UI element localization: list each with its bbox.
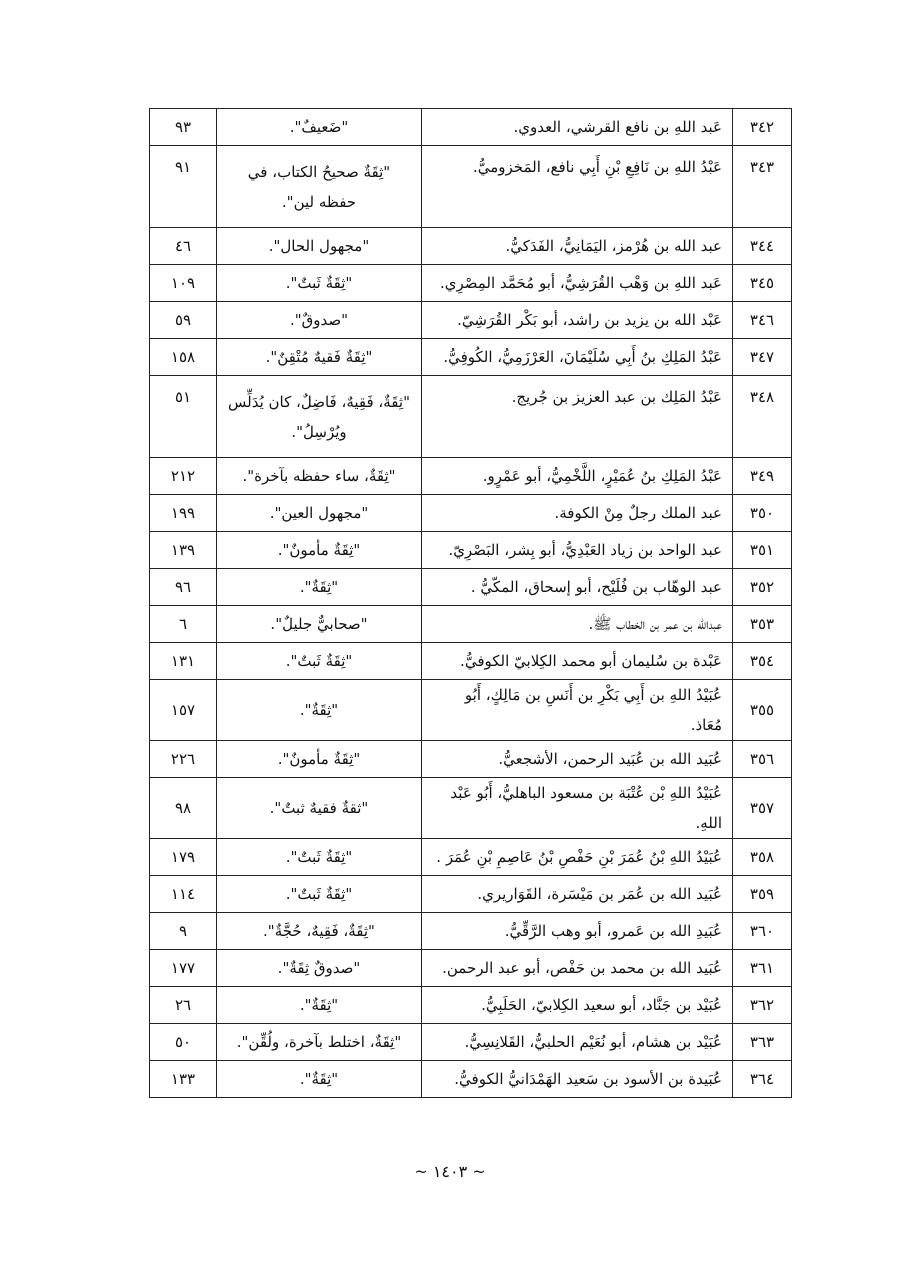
narrator-name: عبد الملك رجلٌ مِنْ الكوفة. [422, 495, 733, 532]
narrator-grade: "ثِقَةٌ". [217, 680, 422, 741]
page-reference: ١٣١ [150, 643, 217, 680]
narrator-grade: "صدوقٌ". [217, 302, 422, 339]
narrator-grade: "ثِقَةٌ ثَبتٌ". [217, 839, 422, 876]
row-number: ٣٥٣ [733, 606, 792, 643]
page-reference: ١٥٨ [150, 339, 217, 376]
table-row [150, 376, 792, 458]
row-number: ٣٦٢ [733, 987, 792, 1024]
page-reference: ١٠٩ [150, 265, 217, 302]
table-row [150, 109, 792, 146]
row-number: ٣٥١ [733, 532, 792, 569]
page-reference: ١٧٩ [150, 839, 217, 876]
table-row [150, 839, 792, 876]
row-number: ٣٥٠ [733, 495, 792, 532]
page-reference: ١٥٧ [150, 680, 217, 741]
narrator-grade: "ثِقَةٌ مأمونٌ". [217, 532, 422, 569]
page-number: ~ ١٤٠٣ ~ [414, 1162, 486, 1181]
narrator-name: عَبد اللهِ بن وَهْب القُرَشِيُّ، أبو مُحَمَّد المِصْرِي. [422, 265, 733, 302]
table-row [150, 741, 792, 778]
narrator-grade: "ثِقَةٌ ثَبتٌ". [217, 876, 422, 913]
narrator-grade: "ثِقَةٌ". [217, 1061, 422, 1098]
narrator-grade: "ثِقَةٌ". [217, 569, 422, 606]
table-row [150, 606, 792, 643]
row-number: ٣٦١ [733, 950, 792, 987]
page-reference: ١٣٣ [150, 1061, 217, 1098]
row-number: ٣٤٤ [733, 228, 792, 265]
narrator-grade: "ثِقَةٌ فَقيهٌ مُتْقِنٌ". [217, 339, 422, 376]
table-row [150, 146, 792, 228]
page-reference: ٩٨ [150, 778, 217, 839]
page-reference: ١٣٩ [150, 532, 217, 569]
page-reference: ١٧٧ [150, 950, 217, 987]
narrator-grade: "ثِقَةٌ، فَقِيهٌ، حُجَّةٌ". [217, 913, 422, 950]
page-reference: ٩٦ [150, 569, 217, 606]
row-number: ٣٦٠ [733, 913, 792, 950]
narrator-grade: "ثِقَةٌ، فَقِيهٌ، فَاضِلٌ، كان يُدَلِّس ويُرْسِلُ". [217, 376, 422, 458]
narrator-grade: "صدوقٌ ثِقَةٌ". [217, 950, 422, 987]
narrator-name: عَبْدُ المَلِك بن عبد العزيز بن جُريج. [422, 376, 733, 458]
narrator-grade: "ثِقَةٌ ثَبتٌ". [217, 643, 422, 680]
table-row [150, 302, 792, 339]
narrator-name: عَبْد الله بن يزيد بن راشد، أبو بَكْر القُرَشِيّ. [422, 302, 733, 339]
narrator-name: عُبَيدِ الله بن عَمرو، أبو وهب الرَّقِّيُّ. [422, 913, 733, 950]
row-number: ٣٥٨ [733, 839, 792, 876]
page-reference: ١١٤ [150, 876, 217, 913]
narrator-grade: "ثِقَةٌ ثَبتٌ". [217, 265, 422, 302]
row-number: ٣٤٨ [733, 376, 792, 458]
page-reference: ٢٢٦ [150, 741, 217, 778]
row-number: ٣٤٥ [733, 265, 792, 302]
row-number: ٣٥٤ [733, 643, 792, 680]
narrator-grade: "ثقةٌ فقيهٌ ثبتٌ". [217, 778, 422, 839]
narrator-name: عُبَيدة بن الأسود بن سَعيد الهَمْدَانيُّ الكوفيُّ. [422, 1061, 733, 1098]
page-reference: ٢١٢ [150, 458, 217, 495]
row-number: ٣٤٢ [733, 109, 792, 146]
page-reference: ١٩٩ [150, 495, 217, 532]
row-number: ٣٦٣ [733, 1024, 792, 1061]
row-number: ٣٤٣ [733, 146, 792, 228]
narrator-name: عُبَيد الله بن عُمَر بن مَيْسَرة، القَوَاريري. [422, 876, 733, 913]
row-number: ٣٤٧ [733, 339, 792, 376]
narrator-name: عُبَيْدُ اللهِ بْنُ عُمَرَ بْنِ حَفْصِ بْنُ عَاصِمِ بْنِ عُمَرَ . [422, 839, 733, 876]
narrator-name: عَبْدُ المَلِكِ بنُ عُمَيْرٍ، اللَّخْمِيُّ، أبو عَمْرٍو. [422, 458, 733, 495]
narrator-name: عُبَيد الله بن عُبَيد الرحمن، الأشجعيُّ. [422, 741, 733, 778]
row-number: ٣٥٥ [733, 680, 792, 741]
narrator-name: عَبْدُ اللهِ بن نَافِعِ بْنِ أَبِي نافع، المَخزوميُّ. [422, 146, 733, 228]
narrator-name: عُبَيد الله بن محمد بن حَفْص، أبو عبد الرحمن. [422, 950, 733, 987]
narrator-name: عبدالله بن عمر بن الخطاب ﷺ. [422, 606, 733, 643]
row-number: ٣٤٦ [733, 302, 792, 339]
table-row [150, 987, 792, 1024]
narrators-table [149, 108, 792, 1098]
narrator-grade: "مجهول العين". [217, 495, 422, 532]
narrator-name: عبد الوهّاب بن فُلَيْح، أبو إسحاق، المكّيُّ . [422, 569, 733, 606]
table-row [150, 569, 792, 606]
table-row [150, 876, 792, 913]
row-number: ٣٦٤ [733, 1061, 792, 1098]
table-row [150, 913, 792, 950]
table-row [150, 265, 792, 302]
page-reference: ٦ [150, 606, 217, 643]
narrator-name: عُبَيْدُ اللهِ بْن عُتْبَة بن مسعود الباهليُّ، أَبُو عَبْد اللهِ. [422, 778, 733, 839]
page-reference: ٥٠ [150, 1024, 217, 1061]
page-reference: ٩ [150, 913, 217, 950]
narrator-name: عبد الواحد بن زياد العَبْدِيُّ، أبو بِشر، البَصْرِيّ. [422, 532, 733, 569]
table-row [150, 532, 792, 569]
table-row [150, 680, 792, 741]
narrator-name: عَبد اللهِ بن نافع القرشي، العدوي. [422, 109, 733, 146]
page-reference: ٤٦ [150, 228, 217, 265]
narrator-name: عُبَيْد بن جَنَّاد، أبو سعيد الكِلابيّ، الحَلَبِيُّ. [422, 987, 733, 1024]
table-row [150, 339, 792, 376]
narrator-grade: "ثِقَةٌ مأمونٌ". [217, 741, 422, 778]
page-reference: ٢٦ [150, 987, 217, 1024]
narrator-name: عُبَيْد بن هشام، أبو نُعَيْم الحلبيُّ، القَلانِسِيُّ. [422, 1024, 733, 1061]
narrator-name: عبد الله بن هُرْمز، اليَمَانِيُّ، الفَدَكيُّ. [422, 228, 733, 265]
table-row [150, 1024, 792, 1061]
page-reference: ٩٣ [150, 109, 217, 146]
narrator-grade: "ثِقَةٌ، ساء حفظه بآخرة". [217, 458, 422, 495]
row-number: ٣٥٦ [733, 741, 792, 778]
narrator-grade: "ضَعيفٌ". [217, 109, 422, 146]
table-row [150, 458, 792, 495]
row-number: ٣٥٧ [733, 778, 792, 839]
table-row [150, 643, 792, 680]
table-row [150, 228, 792, 265]
table-row [150, 1061, 792, 1098]
narrator-grade: "ثِقَةٌ صحيحُ الكتاب، في حفظه لين". [217, 146, 422, 228]
row-number: ٣٥٢ [733, 569, 792, 606]
row-number: ٣٤٩ [733, 458, 792, 495]
row-number: ٣٥٩ [733, 876, 792, 913]
narrator-name: عَبْدُ المَلِكِ بنُ أَبِي سُلَيْمَانَ، العَرْزَمِيُّ، الكُوفِيُّ. [422, 339, 733, 376]
narrator-name: عَبْدة بن سُليمان أبو محمد الكِلابيّ الكوفيُّ. [422, 643, 733, 680]
narrator-grade: "مجهول الحال". [217, 228, 422, 265]
page-reference: ٥٩ [150, 302, 217, 339]
table-row [150, 950, 792, 987]
narrator-grade: "صحابيٌّ جليلٌ". [217, 606, 422, 643]
table-row [150, 778, 792, 839]
narrator-name: عُبَيْدُ اللهِ بن أَبِي بَكْرِ بن أَنَسِ بن مَالِكٍ، أَبُو مُعَاذ. [422, 680, 733, 741]
table-row [150, 495, 792, 532]
page-reference: ٥١ [150, 376, 217, 458]
page-reference: ٩١ [150, 146, 217, 228]
narrator-grade: "ثِقَةٌ، اختلط بآخرة، ولُقِّن". [217, 1024, 422, 1061]
narrator-grade: "ثِقَةٌ". [217, 987, 422, 1024]
